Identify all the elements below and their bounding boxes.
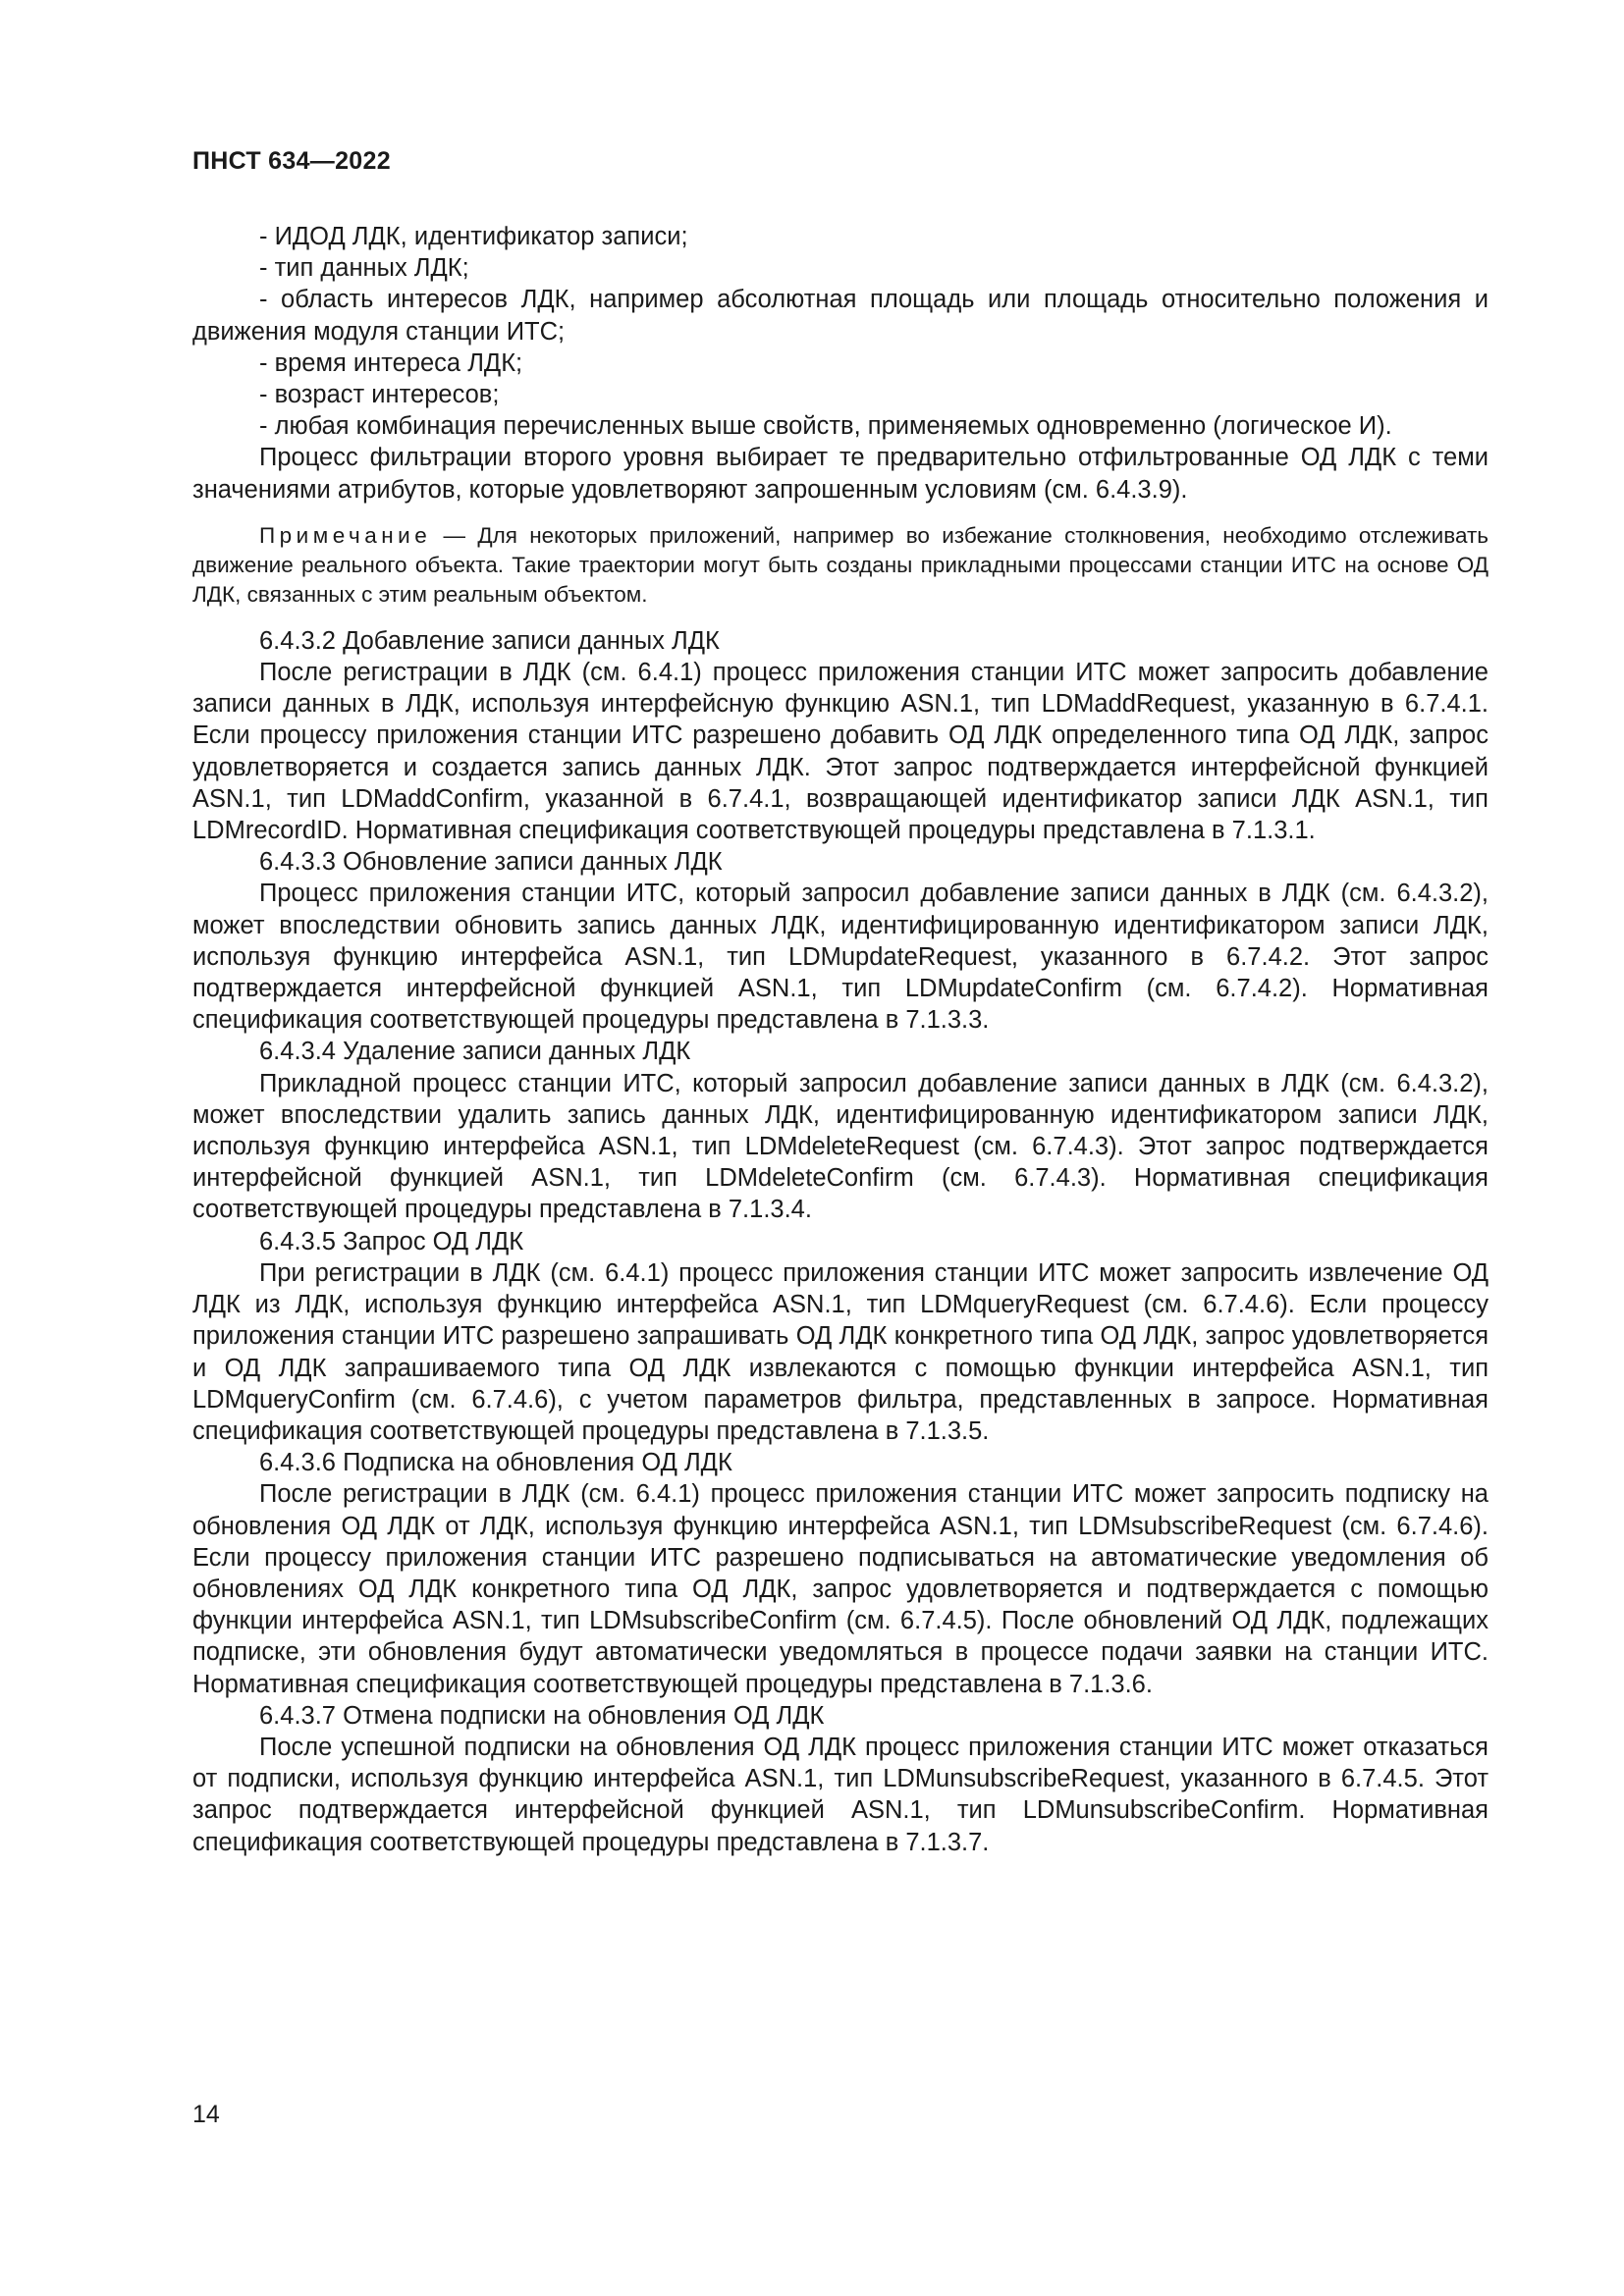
section-body: После регистрации в ЛДК (см. 6.4.1) процесс приложения станции ИТС может запросить подписку на обновления ОД ЛДК от ЛДК, используя функцию интерфейса ASN.1, тип LDMsubscribeRequest (см. 6.7.4.6). Если процессу приложения станции ИТС разрешено подписываться на автоматические уведомления об обновлениях ОД ЛДК конкретного типа ОД ЛДК, запрос удовлетворяется и подтверждается с помощью функции интерфейса ASN.1, тип LDMsubscribeConfirm (см. 6.7.4.5). После обновлений ОД ЛДК, подлежащих подписке, эти обновления будут автоматически уведомляться в процессе подачи заявки на станции ИТС. Нормативная спецификация соответствующей процедуры представлена в 7.1.3.6.: [192, 1480, 1489, 1698]
page-number: 14: [192, 2101, 220, 2128]
list-item: - область интересов ЛДК, например абсолютная площадь или площадь относительно положения и движения модуля станции ИТС;: [192, 286, 1489, 346]
section-heading: 6.4.3.2 Добавление записи данных ЛДК: [259, 626, 720, 655]
list-item: - возраст интересов;: [259, 381, 500, 409]
document-number-header: ПНСТ 634—2022: [192, 147, 391, 175]
filter-paragraph: Процесс фильтрации второго уровня выбирает те предварительно отфильтрованные ОД ЛДК с теми значениями атрибутов, которые удовлетворяют запрошенным условиям (см. 6.4.3.9).: [192, 444, 1489, 504]
section-heading: 6.4.3.5 Запрос ОД ЛДК: [259, 1227, 524, 1255]
list-item: - ИДОД ЛДК, идентификатор записи;: [259, 223, 688, 250]
section-body: После успешной подписки на обновления ОД ЛДК процесс приложения станции ИТС может отказаться от подписки, используя функцию интерфейса ASN.1, тип LDMunsubscribeRequest, указанного в 6.7.4.5. Этот запрос подтверждается интерфейсной функцией ASN.1, тип LDMunsubscribeConfirm. Нормативная спецификация соответствующей процедуры представлена в 7.1.3.7.: [192, 1733, 1489, 1856]
section-heading: 6.4.3.3 Обновление записи данных ЛДК: [259, 848, 723, 877]
note-paragraph: [192, 521, 1489, 610]
section-body: Процесс приложения станции ИТС, который запросил добавление записи данных в ЛДК (см. 6.4.3.2), может впоследствии обновить запись данных ЛДК, идентифицированную идентификатором записи ЛДК, используя функцию интерфейса ASN.1, тип LDMupdateRequest, указанного в 6.7.4.2. Этот запрос подтверждается интерфейсной функцией ASN.1, тип LDMupdateConfirm (см. 6.7.4.2). Нормативная спецификация соответствующей процедуры представлена в 7.1.3.3.: [192, 880, 1489, 1035]
section-heading: 6.4.3.7 Отмена подписки на обновления ОД ЛДК: [259, 1701, 825, 1730]
list-item: - тип данных ЛДК;: [259, 254, 469, 283]
section-heading: 6.4.3.6 Подписка на обновления ОД ЛДК: [259, 1449, 732, 1477]
note-text: — Для некоторых приложений, например во избежание столкновения, необходимо отслеживать движение реального объекта. Такие траектории могут быть созданы прикладными процессами станции ИТС на основе ОД ЛДК, связанных с этим реальным объектом.: [192, 522, 1489, 607]
note-label: Примечание: [259, 522, 432, 548]
section-heading: 6.4.3.4 Удаление записи данных ЛДК: [259, 1038, 691, 1066]
list-item: - любая комбинация перечисленных выше свойств, применяемых одновременно (логическое И).: [259, 412, 1392, 441]
section-body: При регистрации в ЛДК (см. 6.4.1) процесс приложения станции ИТС может запросить извлечение ОД ЛДК из ЛДК, используя функцию интерфейса ASN.1, тип LDMqueryRequest (см. 6.7.4.6). Если процессу приложения станции ИТС разрешено запрашивать ОД ЛДК конкретного типа ОД ЛДК, запрос удовлетворяется и ОД ЛДК запрашиваемого типа ОД ЛДК извлекаются с помощью функции интерфейса ASN.1, тип LDMqueryConfirm (см. 6.7.4.6), с учетом параметров фильтра, представленных в запросе. Нормативная спецификация соответствующей процедуры представлена в 7.1.3.5.: [192, 1258, 1489, 1445]
list-item: - время интереса ЛДК;: [259, 348, 523, 377]
section-body: Прикладной процесс станции ИТС, который запросил добавление записи данных в ЛДК (см. 6.4.3.2), может впоследствии удалить запись данных ЛДК, идентифицированную идентификатором записи ЛДК, используя функцию интерфейса ASN.1, тип LDMdeleteRequest (см. 6.7.4.3). Этот запрос подтверждается интерфейсной функцией ASN.1, тип LDMdeleteConfirm (см. 6.7.4.3). Нормативная спецификация соответствующей процедуры представлена в 7.1.3.4.: [192, 1069, 1489, 1224]
section-body: После регистрации в ЛДК (см. 6.4.1) процесс приложения станции ИТС может запросить добавление записи данных в ЛДК, используя интерфейсную функцию ASN.1, тип LDMaddRequest, указанную в 6.7.4.1. Если процессу приложения станции ИТС разрешено добавить ОД ЛДК определенного типа ОД ЛДК, запрос удовлетворяется и создается запись данных ЛДК. Этот запрос подтверждается интерфейсной функцией ASN.1, тип LDMaddConfirm, указанной в 6.7.4.1, возвращающей идентификатор записи ЛДК ASN.1, тип LDMrecordID. Нормативная спецификация соответствующей процедуры представлена в 7.1.3.1.: [192, 659, 1489, 845]
page-content: [192, 221, 1489, 1858]
